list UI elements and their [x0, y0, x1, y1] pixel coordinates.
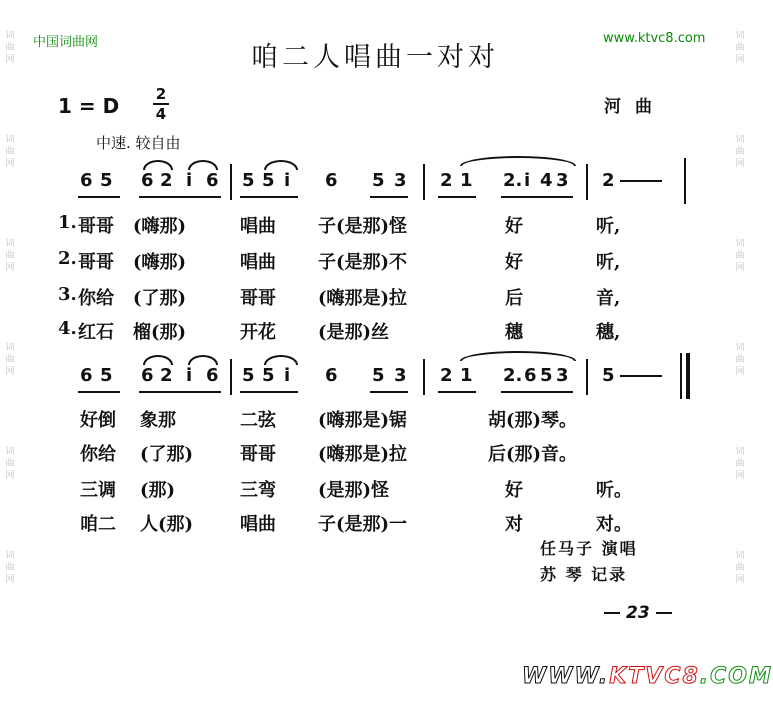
note: 2	[440, 365, 453, 386]
beam	[501, 391, 573, 393]
note: 5	[372, 365, 385, 386]
lyric-word: 二弦	[240, 410, 276, 431]
lyric-word: 唱曲	[240, 252, 276, 273]
bar-line	[684, 158, 686, 204]
edge-watermark-group	[732, 134, 748, 170]
site-watermark	[522, 664, 773, 689]
song-title: 咱二人唱曲一对对	[251, 42, 499, 73]
note: 6	[325, 365, 338, 386]
note: 5	[262, 365, 275, 386]
song-origin: 河曲	[604, 97, 666, 117]
edge-watermark-char: 网	[5, 159, 15, 169]
page-number-dash	[604, 612, 620, 614]
beam	[240, 196, 298, 198]
edge-watermark-group	[2, 550, 18, 586]
edge-watermark-char: 网	[5, 367, 15, 377]
beam	[240, 391, 298, 393]
lyric-word: 哥哥	[240, 288, 276, 309]
sustain-dash	[620, 180, 662, 182]
tie	[188, 160, 218, 170]
lyric-word: 三弯	[240, 480, 276, 501]
lyric-word: 子(是那)一	[318, 514, 408, 535]
lyric-word: 子(是那)不	[318, 252, 408, 273]
tie	[143, 355, 173, 365]
edge-watermark-char: 词	[5, 447, 15, 457]
edge-watermark-group	[2, 134, 18, 170]
lyric-word: (嗨那)	[133, 216, 187, 237]
left-watermark-column	[2, 0, 18, 717]
lyric-word: 后(那)音。	[488, 444, 578, 465]
edge-watermark-char: 网	[735, 263, 745, 273]
note: 4	[540, 170, 553, 191]
note: 5	[242, 170, 255, 191]
note: 5	[242, 365, 255, 386]
note: 5	[540, 365, 553, 386]
site-name-cn[interactable]: 中国词曲网	[33, 35, 99, 50]
edge-watermark-char: 词	[5, 239, 15, 249]
edge-watermark-char: 词	[5, 135, 15, 145]
final-bar-line-thick	[686, 353, 690, 399]
edge-watermark-char: 曲	[735, 563, 745, 573]
edge-watermark-char: 曲	[5, 563, 15, 573]
lyric-word: 子(是那)怪	[318, 216, 408, 237]
lyric-word: (嗨那)	[133, 252, 187, 273]
note: 1	[460, 365, 473, 386]
edge-watermark-group	[732, 446, 748, 482]
beam	[370, 391, 408, 393]
lyric-word: 音,	[596, 288, 621, 309]
page-number-dash	[656, 612, 672, 614]
lyric-word: 听,	[596, 252, 621, 273]
lyric-word: 好倒	[80, 410, 116, 431]
note: 6	[325, 170, 338, 191]
verse-number: 3.	[58, 284, 77, 305]
bar-line	[586, 359, 588, 395]
lyric-word: 你给	[78, 288, 114, 309]
time-signature-top: 2	[155, 85, 167, 103]
music-staff-1	[0, 170, 750, 210]
edge-watermark-char: 词	[735, 31, 745, 41]
right-watermark-column	[732, 0, 748, 717]
tie	[143, 160, 173, 170]
lyric-word: 咱二	[80, 514, 116, 535]
tie	[188, 355, 218, 365]
watermark-suffix: .COM	[699, 664, 773, 689]
beam	[139, 391, 221, 393]
edge-watermark-char: 网	[5, 575, 15, 585]
edge-watermark-char: 曲	[735, 355, 745, 365]
lyric-word: 穗	[505, 322, 523, 343]
page-number	[598, 603, 678, 623]
edge-watermark-char: 词	[735, 551, 745, 561]
verse-number: 1.	[58, 212, 77, 233]
note: 6	[524, 365, 537, 386]
note: 3	[556, 170, 569, 191]
lyric-word: 对。	[596, 514, 632, 535]
edge-watermark-char: 网	[5, 471, 15, 481]
beam	[78, 391, 120, 393]
lyric-word: 对	[505, 514, 523, 535]
note: i	[284, 170, 291, 191]
note: 6	[80, 365, 93, 386]
note: 1	[460, 170, 473, 191]
tie	[460, 351, 576, 361]
lyric-word: (了那)	[140, 444, 194, 465]
lyric-word: (嗨那是)锯	[318, 410, 408, 431]
lyric-word: 哥哥	[78, 252, 114, 273]
edge-watermark-char: 网	[735, 471, 745, 481]
beam	[370, 196, 408, 198]
recorder-credit: 苏 琴 记录	[540, 565, 628, 584]
bar-line	[586, 164, 588, 200]
edge-watermark-char: 网	[735, 575, 745, 585]
beam	[139, 196, 221, 198]
note: 2	[602, 170, 615, 191]
note: 5	[100, 170, 113, 191]
edge-watermark-char: 曲	[5, 355, 15, 365]
lyric-word: 后	[505, 288, 523, 309]
lyric-word: (嗨那是)拉	[318, 288, 408, 309]
bar-line	[230, 359, 232, 395]
lyric-word: 唱曲	[240, 514, 276, 535]
edge-watermark-char: 曲	[5, 251, 15, 261]
lyric-word: 人(那)	[140, 514, 194, 535]
time-signature	[153, 86, 169, 122]
edge-watermark-char: 网	[735, 367, 745, 377]
note: 5	[602, 365, 615, 386]
lyric-word: 红石	[78, 322, 114, 343]
edge-watermark-char: 词	[735, 135, 745, 145]
lyric-word: 三调	[80, 480, 116, 501]
edge-watermark-char: 曲	[5, 43, 15, 53]
note: 2	[160, 365, 173, 386]
verse-number: 2.	[58, 248, 77, 269]
edge-watermark-char: 词	[735, 239, 745, 249]
edge-watermark-char: 网	[735, 55, 745, 65]
page-number-value: 23	[626, 603, 650, 623]
note: 2	[440, 170, 453, 191]
edge-watermark-char: 词	[5, 343, 15, 353]
note: 6	[141, 365, 154, 386]
tie	[264, 355, 298, 365]
lyric-word: 胡(那)琴。	[488, 410, 578, 431]
watermark-brand: KTVC8	[609, 664, 700, 689]
note: 6	[80, 170, 93, 191]
beam	[501, 196, 573, 198]
watermark-prefix: WWW.	[522, 664, 610, 689]
edge-watermark-char: 词	[735, 447, 745, 457]
lyric-word: 开花	[240, 322, 276, 343]
note: 2.	[503, 170, 523, 191]
sustain-dash	[620, 375, 662, 377]
note: 2	[160, 170, 173, 191]
edge-watermark-char: 词	[5, 551, 15, 561]
bar-line	[423, 164, 425, 200]
tie	[264, 160, 298, 170]
tie	[460, 156, 576, 166]
edge-watermark-char: 曲	[735, 43, 745, 53]
note: 6	[206, 365, 219, 386]
lyric-word: 穗,	[596, 322, 621, 343]
bar-line	[423, 359, 425, 395]
note: 6	[206, 170, 219, 191]
lyric-word: 你给	[80, 444, 116, 465]
edge-watermark-char: 曲	[5, 459, 15, 469]
lyric-word: 听,	[596, 216, 621, 237]
beam	[438, 391, 476, 393]
edge-watermark-char: 词	[5, 31, 15, 41]
lyric-word: 象那	[140, 410, 176, 431]
lyric-word: 哥哥	[78, 216, 114, 237]
lyric-word: (那)	[140, 480, 176, 501]
verse-number: 4.	[58, 318, 77, 339]
edge-watermark-group	[732, 238, 748, 274]
note: 6	[141, 170, 154, 191]
singer-credit: 任马子 演唱	[540, 539, 638, 558]
edge-watermark-char: 词	[735, 343, 745, 353]
key-signature: 1 = D	[58, 94, 120, 118]
edge-watermark-group	[2, 238, 18, 274]
bar-line	[230, 164, 232, 200]
edge-watermark-char: 曲	[735, 251, 745, 261]
tempo-marking: 中速. 较自由	[96, 134, 181, 152]
note: i	[186, 170, 193, 191]
edge-watermark-char: 曲	[735, 147, 745, 157]
lyric-word: 唱曲	[240, 216, 276, 237]
note: 5	[372, 170, 385, 191]
lyric-word: 好	[505, 480, 523, 501]
note: 5	[100, 365, 113, 386]
lyric-word: (是那)丝	[318, 322, 390, 343]
lyric-word: 哥哥	[240, 444, 276, 465]
edge-watermark-char: 曲	[735, 459, 745, 469]
edge-watermark-group	[732, 550, 748, 586]
lyric-word: (嗨那是)拉	[318, 444, 408, 465]
lyric-word: 好	[505, 216, 523, 237]
edge-watermark-group	[2, 446, 18, 482]
note: 3	[556, 365, 569, 386]
edge-watermark-char: 网	[5, 55, 15, 65]
note: 3	[394, 365, 407, 386]
lyric-word: 榴(那)	[133, 322, 187, 343]
lyric-word: (了那)	[133, 288, 187, 309]
lyric-word: 听。	[596, 480, 632, 501]
final-bar-line-thin	[680, 353, 682, 399]
site-url[interactable]: www.ktvc8.com	[603, 31, 706, 46]
note: 5	[262, 170, 275, 191]
edge-watermark-char: 曲	[5, 147, 15, 157]
music-staff-2	[0, 365, 750, 405]
beam	[78, 196, 120, 198]
note: i	[186, 365, 193, 386]
edge-watermark-char: 网	[735, 159, 745, 169]
note: i	[524, 170, 531, 191]
note: i	[284, 365, 291, 386]
edge-watermark-char: 网	[5, 263, 15, 273]
note: 2.	[503, 365, 523, 386]
note: 3	[394, 170, 407, 191]
time-signature-bottom: 4	[155, 105, 167, 123]
beam	[438, 196, 476, 198]
lyric-word: 好	[505, 252, 523, 273]
lyric-word: (是那)怪	[318, 480, 390, 501]
